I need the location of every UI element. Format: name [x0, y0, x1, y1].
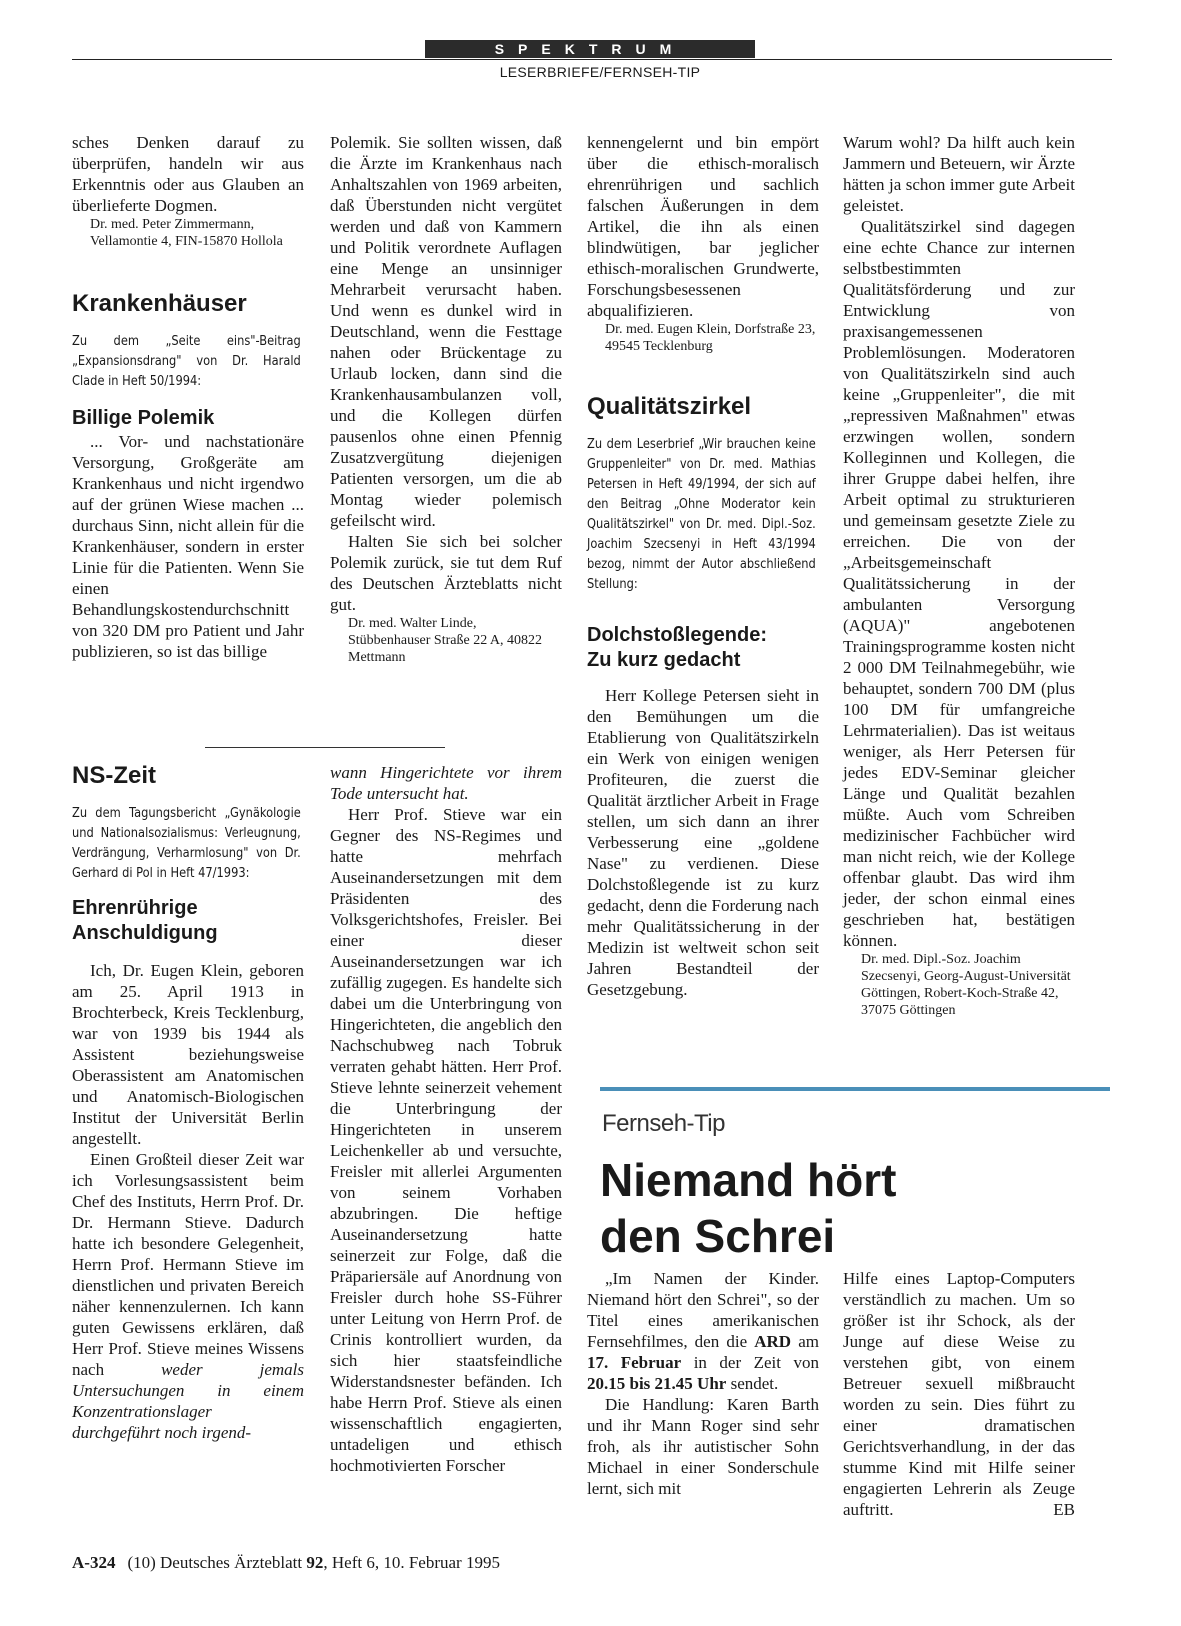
fernseh-tip-label: Fernseh-Tip: [602, 1110, 725, 1137]
column-2-top: [330, 132, 562, 666]
volume-number: 92: [306, 1553, 324, 1572]
column-1-lower: [72, 762, 304, 1443]
title-line-1: Niemand hört: [600, 1154, 897, 1206]
krankenhaeuser-body-cont: Polemik. Sie sollten wissen, daß die Ärzte im Krankenhaus nach Anhaltszahlen von 1969 arbeiten, daß Überstunden nicht vergütet werden und daß von Kammern und Politik verordnete Auflagen eine Menge an unsinniger Mehrarbeit verursacht haben. Und wenn es dunkel wird in Deutschland, wenn die Festtage nahen oder Brückentage zu Urlaub locken, dann sind die Krankenhausambulanzen voll, und die Kollegen dürfen pausenlos ohne einen Pfennig Zusatzvergütung diejenigen Patienten versorgen, um die ab Montag wieder polemisch gefeilscht wird.: [330, 133, 562, 530]
column-1: [72, 132, 304, 662]
broadcast-date: 17. Februar: [587, 1353, 682, 1372]
krankenhaeuser-body: ... Vor- und nachstationäre Versorgung, Großgeräte am Krankenhaus und nicht irgendwo auf der grünen Wiese machen ... durchaus Sinn, nicht allein für die Krankenhäuser, sondern in erster Linie für die Patienten. Wenn Sie einen Behandlungskostendurchschnitt von 320 DM pro Patient und Jahr publizieren, so ist das billige: [72, 432, 304, 661]
anschuldigung-heading: Anschuldigung: [72, 922, 218, 944]
qualitaetszirkel-intro: Zu dem Leserbrief „Wir brauchen keine Gruppenleiter" von Dr. med. Mathias Petersen in Heft 49/1994, der sich auf den Beitrag „Ohne Moderator kein Qualitätszirkel" von Dr. med. Dipl.-Soz. Joachim Szecsenyi in Heft 43/1994 bezog, nimmt der Autor abschließend Stellung:: [587, 437, 816, 592]
header-rule: [72, 59, 1112, 60]
nszeit-p1: Ich, Dr. Eugen Klein, geboren am 25. April 1913 in Brochterbeck, Kreis Tecklenburg, war von 1939 bis 1944 als Assistent beziehungsweise Oberassistent am Anatomischen und Anatomisch-Biologischen Institut der Universität Berlin angestellt.: [72, 961, 304, 1148]
nszeit-col2-body: Herr Prof. Stieve war ein Gegner des NS-Regimes und hatte mehrfach Auseinandersetzungen mit dem Präsidenten des Volksgerichtshofes, Freisler. Bei einer dieser Auseinandersetzungen war ich zufällig zugegen. Es handelte sich dabei um die Unterbringung von Hingerichteten, die angeblich den Nachschubweg nach Tobruk verraten gehabt hätten. Herr Prof. Stieve lehnte seinerzeit vehement die Unterbringung der Hingerichteten in unserem Leichenkeller ab und versuchte, Freisler mit allerlei Argumenten von seinem Vorhaben abzubringen. Die heftige Auseinandersetzung hatte seinerzeit zur Folge, daß die Präpariersäle auf Anordnung von Freisler durch hohe SS-Führer unter Leitung von Herrn Prof. de Crinis kontrolliert wurden, da sich hier staatsfeindliche Widerstandsnester befänden. Ich habe Herrn Prof. Stieve als einen wissenschaftlich engagierten, untadeligen und ethisch hochmotivierten Forscher: [330, 805, 562, 1475]
column-2-lower: [330, 762, 562, 1476]
qualitaetszirkel-col4-p2: Qualitätszirkel sind dagegen eine echte Chance zur internen selbstbestimmten Qualitätsförderung und zur Entwicklung von praxisangemessenen Problemlösungen. Moderatoren von Qualitätszirkeln sind auch keine „Gruppenleiter", die mit „repressiven Maßnahmen" etwas erzwingen wollen, sondern Kolleginnen und Kollegen, die ihrer Gruppe dabei helfen, ihre Arbeit optimal zu strukturieren und gemeinsam gesetzte Ziele zu erreichen. Die von der „Arbeitsgemeinschaft Qualitätssicherung in der ambulanten Versorgung (AQUA)" angebotenen Trainingsprogramme kosten nicht 2 000 DM Teilnahmegebühr, wie behauptet, sondern 700 DM (plus 100 DM für umfangreiche Lehrmaterialien). Das ist weitaus weniger, als Herr Petersen für jedes EDV-Seminar gleicher Länge und Qualität bezahlen müßte. Auch vom Schreiben medizinischer Fachbücher wird man nicht reich, wie der Kollege offenbar glaubt. Das wird ihm jeder, der schon einmal eines geschrieben hat, bestätigen können.: [843, 217, 1075, 950]
page-footer: [72, 1553, 500, 1573]
fernseh-text: in der Zeit von: [681, 1353, 819, 1372]
citation-text: (10) Deutsches Ärzteblatt: [127, 1553, 307, 1572]
letter-signature: Dr. med. Dipl.-Soz. Joachim Szecsenyi, Georg-August-Universität Göttingen, Robert-Koch-Straße 42, 37075 Göttingen: [861, 952, 1071, 1018]
ehrenruehrige-heading: Ehrenrührige: [72, 897, 198, 919]
section-divider-blue: [600, 1087, 1110, 1091]
letter-signature: Dr. med. Peter Zimmermann, Vellamontie 4, FIN-15870 Hollola: [90, 217, 283, 249]
fernseh-col2: Hilfe eines Laptop-Computers verständlich zu machen. Um so größer ist ihr Schock, als der Junge auf diese Weise zu verstehen gibt, von einem Betreuer sexuell mißbraucht worden zu sein. Dies führt zu einer dramatischen Gerichtsverhandlung, in der das stumme Kind mit Hilfe seiner engagierten Lehrerin als Zeuge auftritt.: [843, 1269, 1075, 1519]
dolchstoss-heading: Dolchstoßlegende:: [587, 624, 768, 646]
page-number: A-324: [72, 1553, 116, 1572]
fernseh-text: sendet.: [726, 1374, 779, 1393]
nszeit-intro: Zu dem Tagungsbericht „Gynäkologie und Nationalsozialismus: Verleugnung, Verdrängung, Verharmlosung" von Dr. Gerhard di Pol in Heft 47/1993:: [72, 806, 301, 881]
broadcaster: ARD: [754, 1332, 792, 1351]
fernseh-column-1: [587, 1268, 819, 1499]
fernseh-tip-title: [600, 1152, 1120, 1264]
nszeit-italic-cont: wann Hingerichtete vor ihrem Tode untersucht hat.: [330, 763, 562, 803]
krankenhaeuser-body-end: Halten Sie sich bei solcher Polemik zurück, sie tut dem Ruf des Deutschen Ärzteblatts nicht gut.: [330, 532, 562, 614]
letter-signature: Dr. med. Eugen Klein, Dorfstraße 23, 49545 Tecklenburg: [605, 322, 816, 354]
title-line-2: den Schrei: [600, 1210, 836, 1262]
nszeit-heading: NS-Zeit: [72, 762, 156, 789]
qualitaetszirkel-p1: Herr Kollege Petersen sieht in den Bemühungen um die Etablierung von Qualitätszirkeln ein Werk von einigen wenigen Profiteuren, die zuerst die Qualität ärztlicher Arbeit in Frage stellen, um sich dann an ihrer Verbesserung eine „goldene Nase" zu verdienen. Diese Dolchstoßlegende ist zu kurz gedacht, denn die Forderung nach mehr Qualitätssicherung in der Medizin ist weltweit schon seit Jahren Bestandteil der Gesetzgebung.: [587, 686, 819, 999]
krankenhaeuser-heading: Krankenhäuser: [72, 290, 247, 317]
nszeit-p2-text: Einen Großteil dieser Zeit war ich Vorlesungsassistent beim Chef des Instituts, Herrn Prof. Dr. Dr. Hermann Stieve. Dadurch hatte ich besondere Gelegenheit, Herrn Prof. Hermann Stieve im dienstlichen und privaten Bereich näher kennenzulernen. Ich kann guten Gewissens erklären, daß Herr Prof. Stieve meines Wissens nach: [72, 1150, 304, 1379]
column-3: [587, 132, 819, 1000]
qualitaetszirkel-col4-p1: Warum wohl? Da hilft auch kein Jammern und Beteuern, wir Ärzte hätten ja schon immer gute Arbeit geleistet.: [843, 133, 1075, 215]
fernseh-p1: [587, 1268, 819, 1394]
section-subtitle: LESERBRIEFE/FERNSEH-TIP: [499, 64, 701, 80]
nszeit-p2: [72, 1149, 304, 1443]
continuation-text: sches Denken darauf zu überprüfen, handeln wir aus Erkenntnis oder aus Glauben an überlieferte Dogmen.: [72, 133, 304, 215]
nszeit-col3-body: kennengelernt und bin empört über die ethisch-moralisch ehrenrührigen und sachlich falschen Äußerungen in dem Artikel, die ihn als einen blindwütigen, bar jeglicher ethisch-moralischen Grundwerte, Forschungsbesessenen abqualifizieren.: [587, 133, 819, 320]
zu-kurz-heading: Zu kurz gedacht: [587, 649, 741, 671]
column-4: [843, 132, 1075, 1019]
fernseh-text: „Im Namen der Kinder. Niemand hört den Schrei", so der Titel eines amerikanischen Fernsehfilmes, den die: [587, 1269, 819, 1351]
author-initials: EB: [1053, 1500, 1075, 1519]
broadcast-time: 20.15 bis 21.45 Uhr: [587, 1374, 727, 1393]
fernseh-text: am: [791, 1332, 819, 1351]
qualitaetszirkel-heading: Qualitätszirkel: [587, 393, 752, 420]
letter-signature: Dr. med. Walter Linde, Stübbenhauser Straße 22 A, 40822 Mettmann: [348, 616, 543, 665]
divider-rule: [205, 747, 445, 748]
krankenhaeuser-intro: Zu dem „Seite eins"-Beitrag „Expansionsdrang" von Dr. Harald Clade in Heft 50/1994:: [72, 334, 301, 389]
citation-text: , Heft 6, 10. Februar 1995: [323, 1553, 500, 1572]
section-banner: SPEKTRUM: [425, 40, 755, 58]
fernseh-p2: Die Handlung: Karen Barth und ihr Mann Roger sind sehr froh, als ihr autistischer Sohn Michael in einer Sonderschule lernt, sich mit: [587, 1395, 819, 1498]
billige-polemik-heading: Billige Polemik: [72, 407, 215, 429]
nszeit-p2-italic: weder jemals Untersuchungen in einem Konzentrationslager durchgeführt noch irgend-: [72, 1360, 304, 1442]
fernseh-column-2: [843, 1268, 1075, 1520]
